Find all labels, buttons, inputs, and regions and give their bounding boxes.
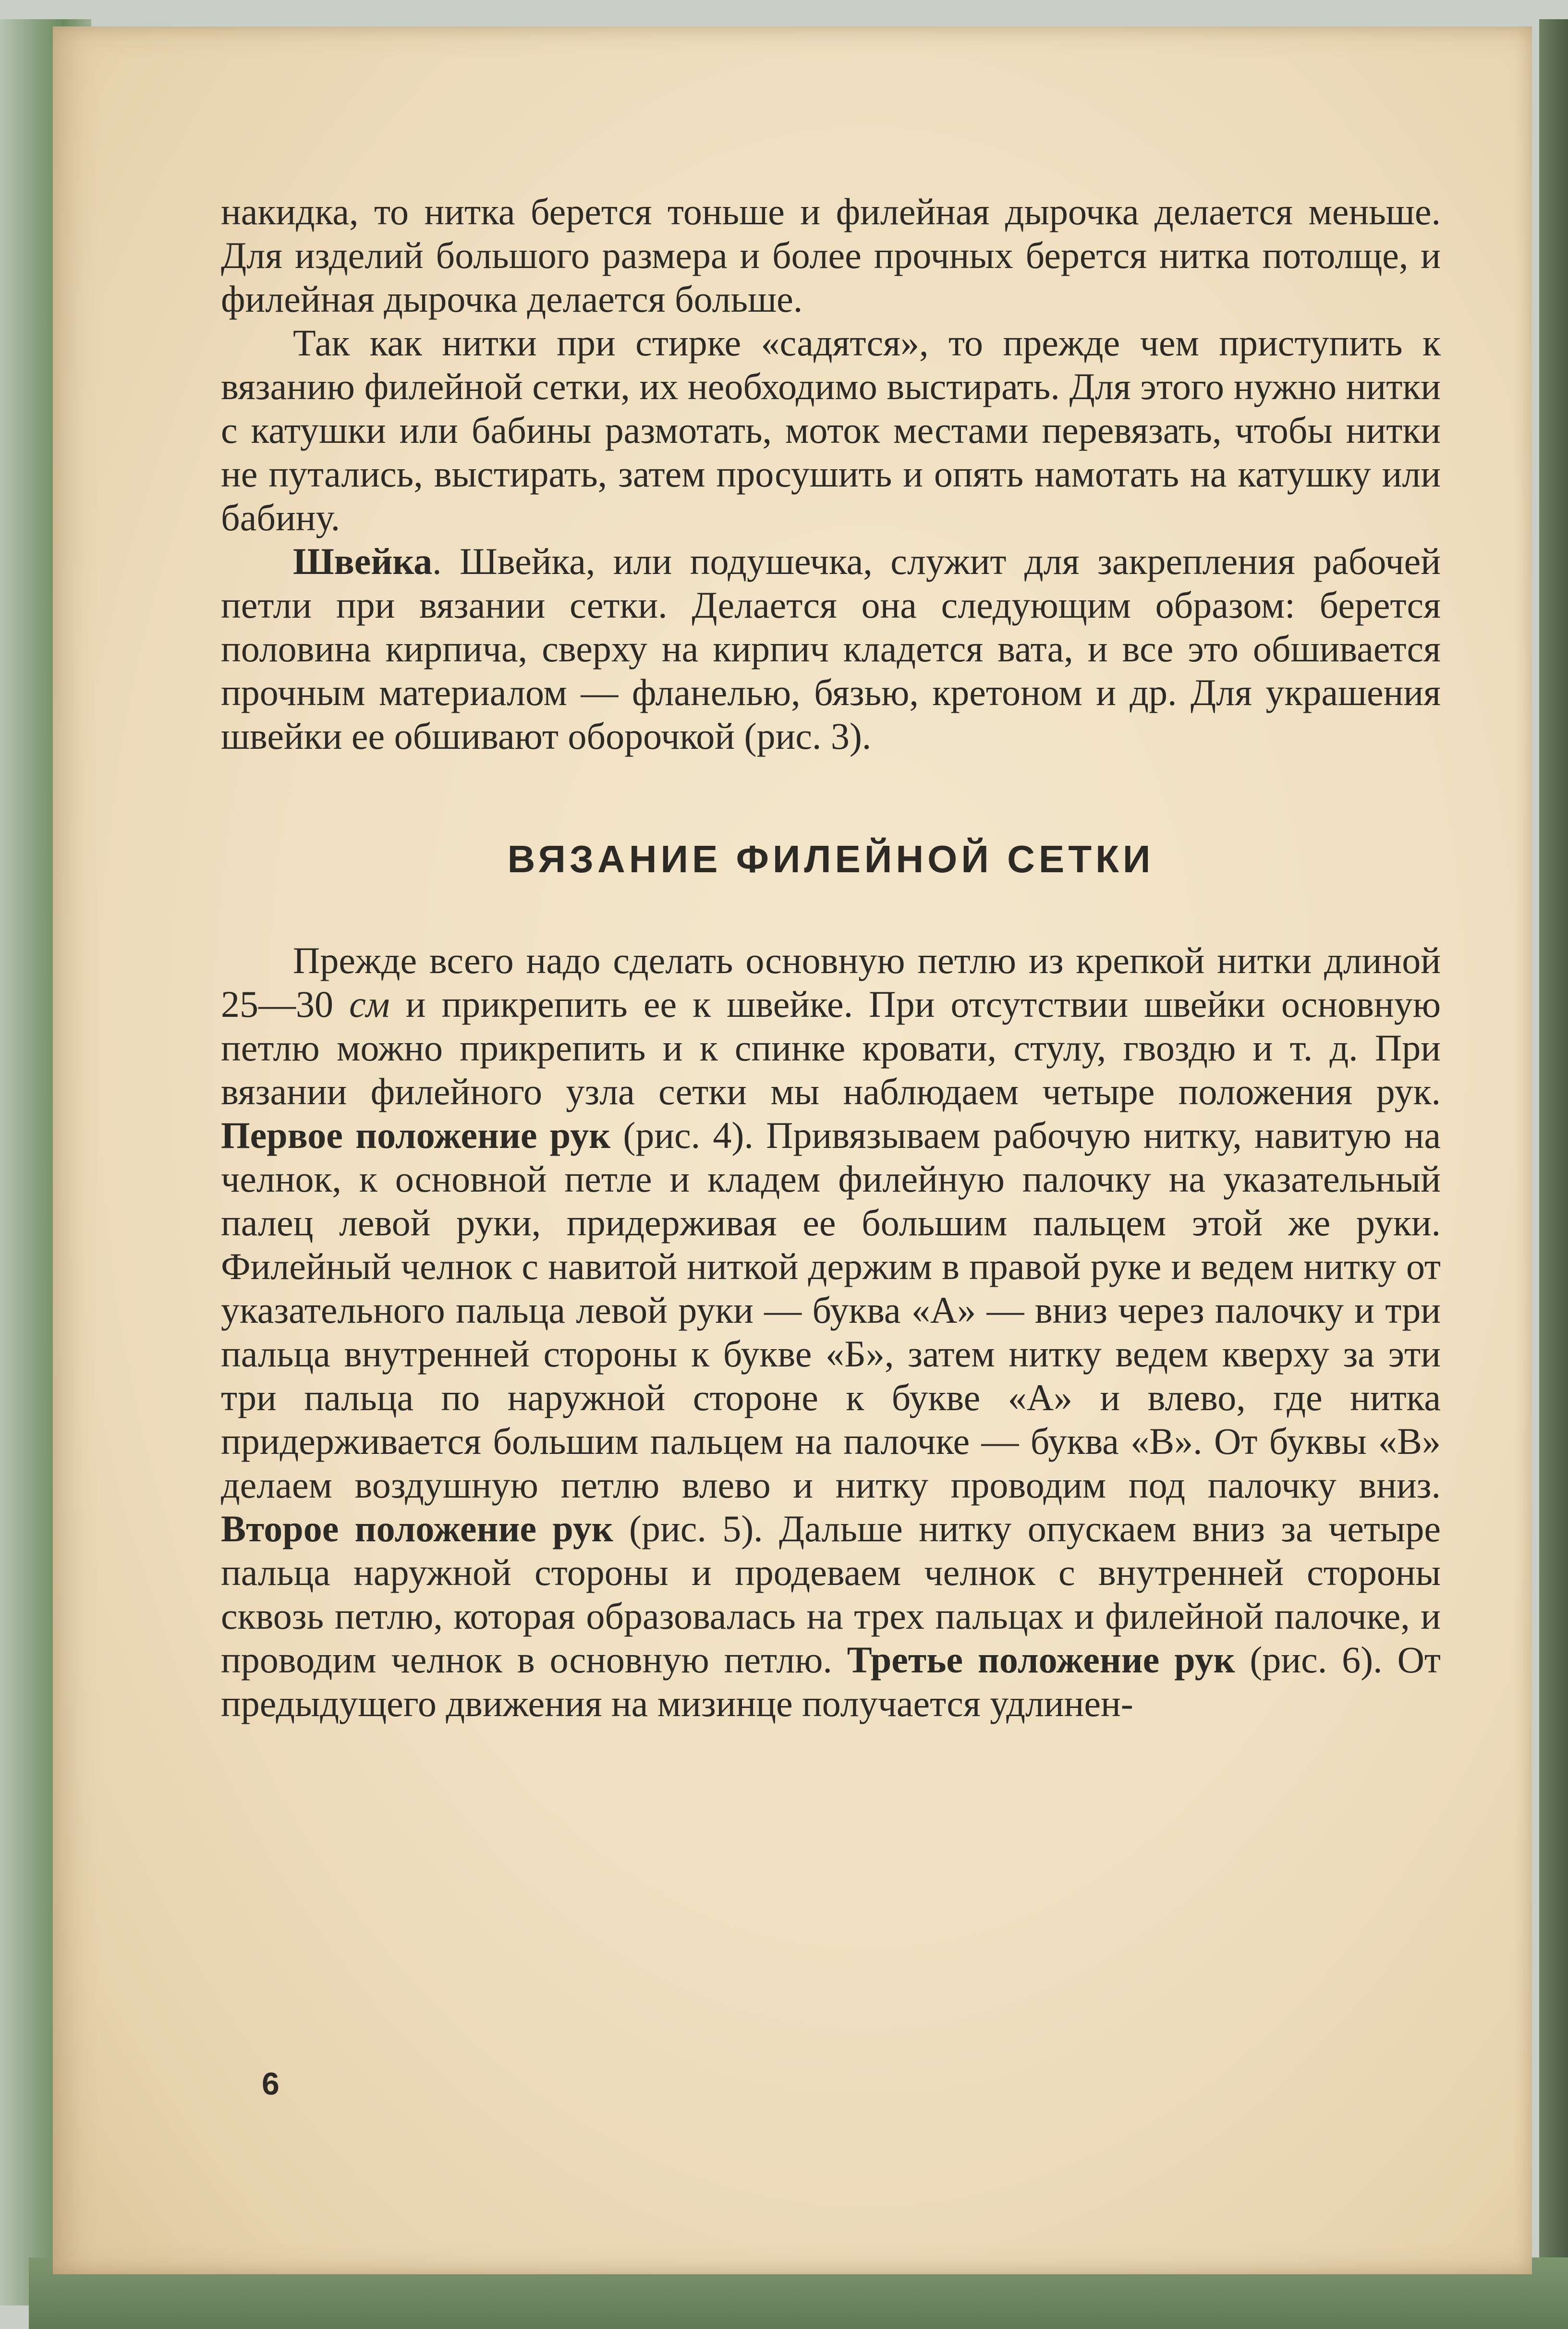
main-unit: см [349, 983, 390, 1025]
main-text-4: (рис. 5). Дальше нитку опускаем вниз за четыре пальца наружной стороны и продеваем челнок с внутренней стороны сквозь петлю, которая образовалась на трех пальцах и филейной палочке, и проводим челнок в основную петлю. [221, 1508, 1441, 1681]
book-cover-right [1539, 19, 1568, 2329]
main-text-1: Прежде всего надо сделать основную петлю из крепкой нитки длиной 25—30 [221, 939, 1441, 1025]
paragraph-1 [221, 190, 1441, 321]
main-bold-1: Первое положение рук [221, 1114, 611, 1156]
main-text-3: (рис. 4). Привязываем рабочую нитку, навитую на челнок, к основной петле и кладем филейную палочку на указательный палец левой руки, придерживая ее большим пальцем этой же руки. Филейный челнок с навитой ниткой держим в правой руке и ведем нитку от указательного пальца левой руки — буква «А» — вниз через палочку и три пальца внутренней стороны к букве «Б», затем нитку ведем кверху за эти три пальца по наружной стороне к букве «А» и влево, где нитка придерживается большим пальцем на палочке — буква «В». От буквы «В» делаем воздушную петлю влево и нитку проводим под палочку вниз. [221, 1114, 1441, 1506]
main-paragraph [221, 939, 1441, 1725]
paragraph-2-text: Так как нитки при стирке «садятся», то прежде чем приступить к вязанию филейной сетки, их необходимо выстирать. Для этого нужно нитки с катушки или бабины размотать, моток местами перевязать, чтобы нитки не путались, выстирать, затем просушить и опять намотать на катушку или бабину. [221, 322, 1441, 538]
section-heading: ВЯЗАНИЕ ФИЛЕЙНОЙ СЕТКИ [507, 838, 1155, 880]
main-text-2: и прикрепить ее к швейке. При отсутствии швейки основную петлю можно прикрепить и к спинке кровати, стулу, гвоздю и т. д. При вязании филейного узла сетки мы наблюдаем четыре положения рук. [221, 983, 1441, 1112]
main-text-5: (рис. 6). От предыдущего движения на мизинце получается удлинен- [221, 1639, 1441, 1724]
page-text [221, 190, 1441, 1725]
paragraph-3-text: . Швейка, или подушечка, служит для закрепления рабочей петли при вязании сетки. Делается она следующим образом: берется половина кирпича, сверху на кирпич кладется вата, и все это обшивается прочным материалом — фланелью, бязью, кретоном и др. Для украшения швейки ее обшивают оборочкой (рис. 3). [221, 540, 1441, 757]
paragraph-2 [221, 321, 1441, 539]
paragraph-3-bold-lead: Швейка [293, 540, 433, 582]
main-bold-2: Второе положение рук [221, 1508, 613, 1549]
paragraph-3 [221, 539, 1441, 758]
page-number: 6 [262, 2066, 280, 2101]
main-bold-3: Третье положение рук [847, 1639, 1235, 1681]
paragraph-1-text: накидка, то нитка берется тоньше и филейная дырочка делается меньше. Для изделий большого размера и более прочных берется нитка потолще, и филейная дырочка делается больше. [221, 191, 1441, 320]
